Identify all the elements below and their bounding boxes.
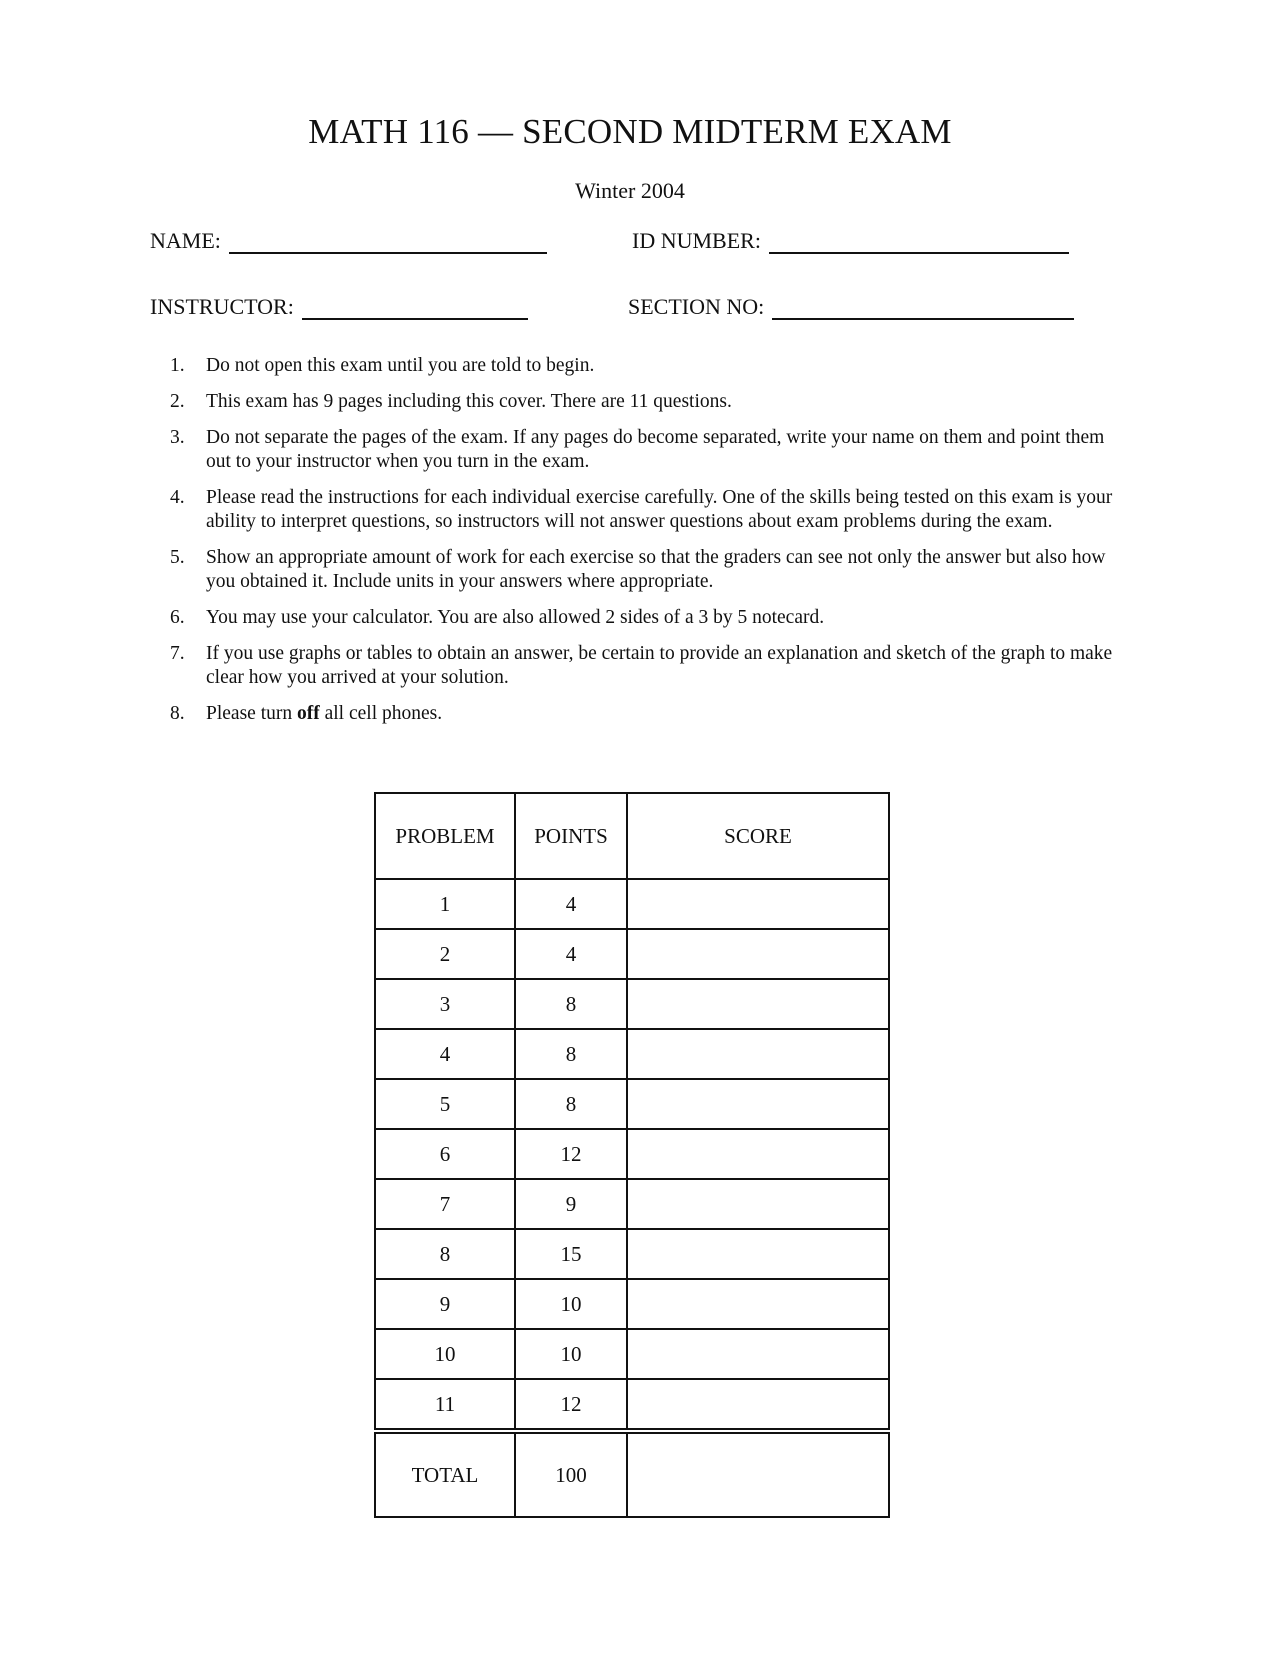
points-cell: 8 (515, 1029, 627, 1079)
instruction-text-before: Please turn (206, 703, 297, 724)
problem-cell: 6 (375, 1129, 515, 1179)
name-input-line[interactable] (229, 228, 547, 254)
table-row (375, 979, 889, 1029)
instruction-text: If you use graphs or tables to obtain an answer, be certain to provide an explanation and sketch of the graph to make clear how you arrived at your solution. (206, 643, 1113, 688)
score-cell[interactable] (627, 1179, 889, 1229)
instruction-number: 3. (170, 427, 185, 448)
instruction-text: You may use your calculator. You are also allowed 2 sides of a 3 by 5 notecard. (206, 607, 825, 628)
instructor-label: INSTRUCTOR: (150, 294, 294, 319)
points-cell: 8 (515, 1079, 627, 1129)
problem-cell: 11 (375, 1379, 515, 1431)
section-input-line[interactable] (772, 294, 1074, 320)
points-cell: 15 (515, 1229, 627, 1279)
table-row (375, 1379, 889, 1431)
table-row (375, 929, 889, 979)
table-row (375, 1129, 889, 1179)
id-number-label: ID NUMBER: (632, 228, 761, 253)
problem-cell: 7 (375, 1179, 515, 1229)
instruction-number: 4. (170, 487, 185, 508)
points-cell: 10 (515, 1279, 627, 1329)
table-row (375, 1079, 889, 1129)
points-cell: 10 (515, 1329, 627, 1379)
problem-cell: 1 (375, 879, 515, 929)
section-field (628, 294, 1074, 320)
instruction-list (170, 354, 1120, 738)
table-row (375, 1329, 889, 1379)
instruction-text: Do not separate the pages of the exam. If any pages do become separated, write your name on them and point them out to your instructor when you turn in the exam. (206, 427, 1105, 472)
score-table (374, 792, 890, 1518)
instruction-item (170, 606, 1120, 630)
score-cell[interactable] (627, 979, 889, 1029)
score-table-header-row (375, 793, 889, 879)
instruction-item (170, 354, 1120, 378)
problem-cell: 9 (375, 1279, 515, 1329)
instruction-text-bold: off (296, 703, 320, 724)
instruction-item (170, 702, 1120, 726)
instructor-field (150, 294, 528, 320)
problem-cell: 8 (375, 1229, 515, 1279)
exam-term: Winter 2004 (575, 178, 685, 203)
points-cell: 4 (515, 929, 627, 979)
instruction-number: 7. (170, 643, 185, 664)
total-label: TOTAL (375, 1431, 515, 1517)
instruction-item (170, 546, 1120, 594)
problem-cell: 3 (375, 979, 515, 1029)
points-cell: 9 (515, 1179, 627, 1229)
header-points: POINTS (515, 793, 627, 879)
points-cell: 8 (515, 979, 627, 1029)
table-row (375, 1279, 889, 1329)
total-score-cell[interactable] (627, 1431, 889, 1517)
exam-title: MATH 116 — SECOND MIDTERM EXAM (308, 112, 952, 151)
section-label: SECTION NO: (628, 294, 765, 319)
instruction-text (206, 702, 1120, 726)
instruction-text: Please read the instructions for each individual exercise carefully. One of the skills being tested on this exam is your ability to interpret questions, so instructors will not answer questions about exam problems during the exam. (206, 487, 1113, 532)
id-number-input-line[interactable] (769, 228, 1069, 254)
problem-cell: 5 (375, 1079, 515, 1129)
instruction-number: 1. (170, 355, 185, 376)
problem-cell: 10 (375, 1329, 515, 1379)
total-row (375, 1431, 889, 1517)
score-cell[interactable] (627, 929, 889, 979)
score-cell[interactable] (627, 1079, 889, 1129)
total-points: 100 (515, 1431, 627, 1517)
points-cell: 12 (515, 1379, 627, 1431)
score-cell[interactable] (627, 1329, 889, 1379)
problem-cell: 2 (375, 929, 515, 979)
header-problem: PROBLEM (375, 793, 515, 879)
instruction-number: 8. (170, 703, 185, 724)
name-label: NAME: (150, 228, 221, 253)
instruction-text: Do not open this exam until you are told to begin. (206, 355, 595, 376)
instruction-text: Show an appropriate amount of work for each exercise so that the graders can see not only the answer but also how you obtained it. Include units in your answers where appropriate. (206, 547, 1106, 592)
instruction-item (170, 426, 1120, 474)
instruction-number: 6. (170, 607, 185, 628)
instruction-item (170, 642, 1120, 690)
points-cell: 12 (515, 1129, 627, 1179)
problem-cell: 4 (375, 1029, 515, 1079)
instruction-item (170, 486, 1120, 534)
table-row (375, 1179, 889, 1229)
instruction-number: 2. (170, 391, 185, 412)
score-cell[interactable] (627, 1379, 889, 1431)
name-field (150, 228, 547, 254)
instruction-number: 5. (170, 547, 185, 568)
instruction-text: This exam has 9 pages including this cover. There are 11 questions. (206, 391, 732, 412)
instruction-item (170, 390, 1120, 414)
table-row (375, 1029, 889, 1079)
score-cell[interactable] (627, 879, 889, 929)
header-score: SCORE (627, 793, 889, 879)
table-row (375, 879, 889, 929)
id-number-field (632, 228, 1069, 254)
score-cell[interactable] (627, 1279, 889, 1329)
score-cell[interactable] (627, 1229, 889, 1279)
points-cell: 4 (515, 879, 627, 929)
score-cell[interactable] (627, 1129, 889, 1179)
instruction-text-after: all cell phones. (319, 703, 443, 724)
instructor-input-line[interactable] (302, 294, 528, 320)
score-cell[interactable] (627, 1029, 889, 1079)
table-row (375, 1229, 889, 1279)
